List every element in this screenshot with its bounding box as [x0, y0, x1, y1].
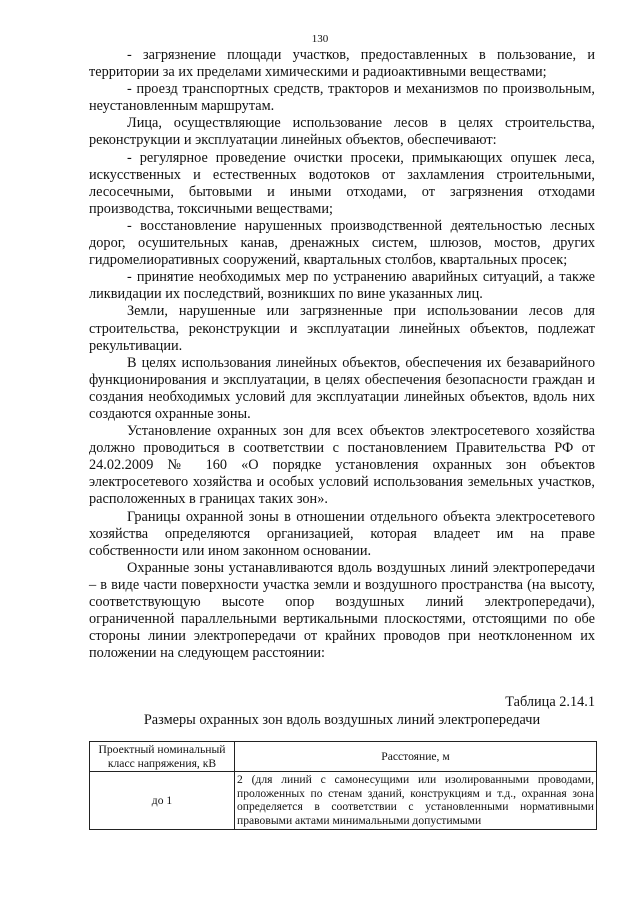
paragraph: - регулярное проведение очистки просеки, примыкающих опушек леса, искусственных и естественных водотоков от захламления строительными, лесосечными, бытовыми и иными отходами, от загрязнения отходами производства, токсичными веществами;	[89, 149, 595, 217]
table-title: Размеры охранных зон вдоль воздушных линий электропередачи	[143, 712, 541, 728]
document-body	[89, 47, 595, 662]
paragraph: - проезд транспортных средств, тракторов и механизмов по произвольным, неустановленным маршрутам.	[89, 81, 595, 115]
protection-zones-table	[89, 741, 597, 830]
paragraph: В целях использования линейных объектов, обеспечения их безаварийного функционирования и эксплуатации, в целях обеспечения безопасности граждан и создания необходимых условий для эксплуатации линейных объектов, вдоль них создаются охранные зоны.	[89, 354, 595, 422]
cell-voltage: до 1	[90, 772, 235, 829]
column-header-voltage: Проектный номинальный класс напряжения, кВ	[90, 742, 235, 772]
column-header-distance: Расстояние, м	[235, 742, 597, 772]
paragraph: Лица, осуществляющие использование лесов в целях строительства, реконструкции и эксплуатации линейных объектов, обеспечивают:	[89, 115, 595, 149]
table-header-row	[90, 742, 597, 772]
table-label: Таблица 2.14.1	[505, 694, 595, 710]
cell-distance: 2 (для линий с самонесущими или изолированными проводами, проложенных по стенам зданий, конструкциям и т.д., охранная зона определяется в соответствии с установленными нормативными правовыми актами минимальными допустимыми	[235, 772, 597, 829]
paragraph: Охранные зоны устанавливаются вдоль воздушных линий электропередачи – в виде части поверхности участка земли и воздушного пространства (на высоту, соответствующую высоте опор воздушных линий электропередачи), ограниченной параллельными вертикальными плоскостями, отстоящими по обе стороны линии электропередачи от крайних проводов при неотклоненном их положении на следующем расстоянии:	[89, 559, 595, 662]
paragraph: Границы охранной зоны в отношении отдельного объекта электросетевого хозяйства определяются организацией, которая владеет им на праве собственности или ином законном основании.	[89, 508, 595, 559]
table-row	[90, 772, 597, 829]
paragraph: Установление охранных зон для всех объектов электросетевого хозяйства должно проводиться в соответствии с постановлением Правительства РФ от 24.02.2009 № 160 «О порядке установления охранных зон объектов электросетевого хозяйства и особых условий использования земельных участков, расположенных в границах таких зон».	[89, 423, 595, 508]
page-number: 130	[311, 33, 329, 45]
paragraph: Земли, нарушенные или загрязненные при использовании лесов для строительства, реконструкции и эксплуатации линейных объектов, подлежат рекультивации.	[89, 303, 595, 354]
paragraph: - восстановление нарушенных производственной деятельностью лесных дорог, осушительных канав, дренажных систем, шлюзов, мостов, других гидромелиоративных сооружений, квартальных столбов, квартальных просек;	[89, 217, 595, 269]
paragraph: - принятие необходимых мер по устранению аварийных ситуаций, а также ликвидации их последствий, возникших по вине указанных лиц.	[89, 269, 595, 303]
paragraph: - загрязнение площади участков, предоставленных в пользование, и территории за их пределами химическими и радиоактивными веществами;	[89, 47, 595, 81]
